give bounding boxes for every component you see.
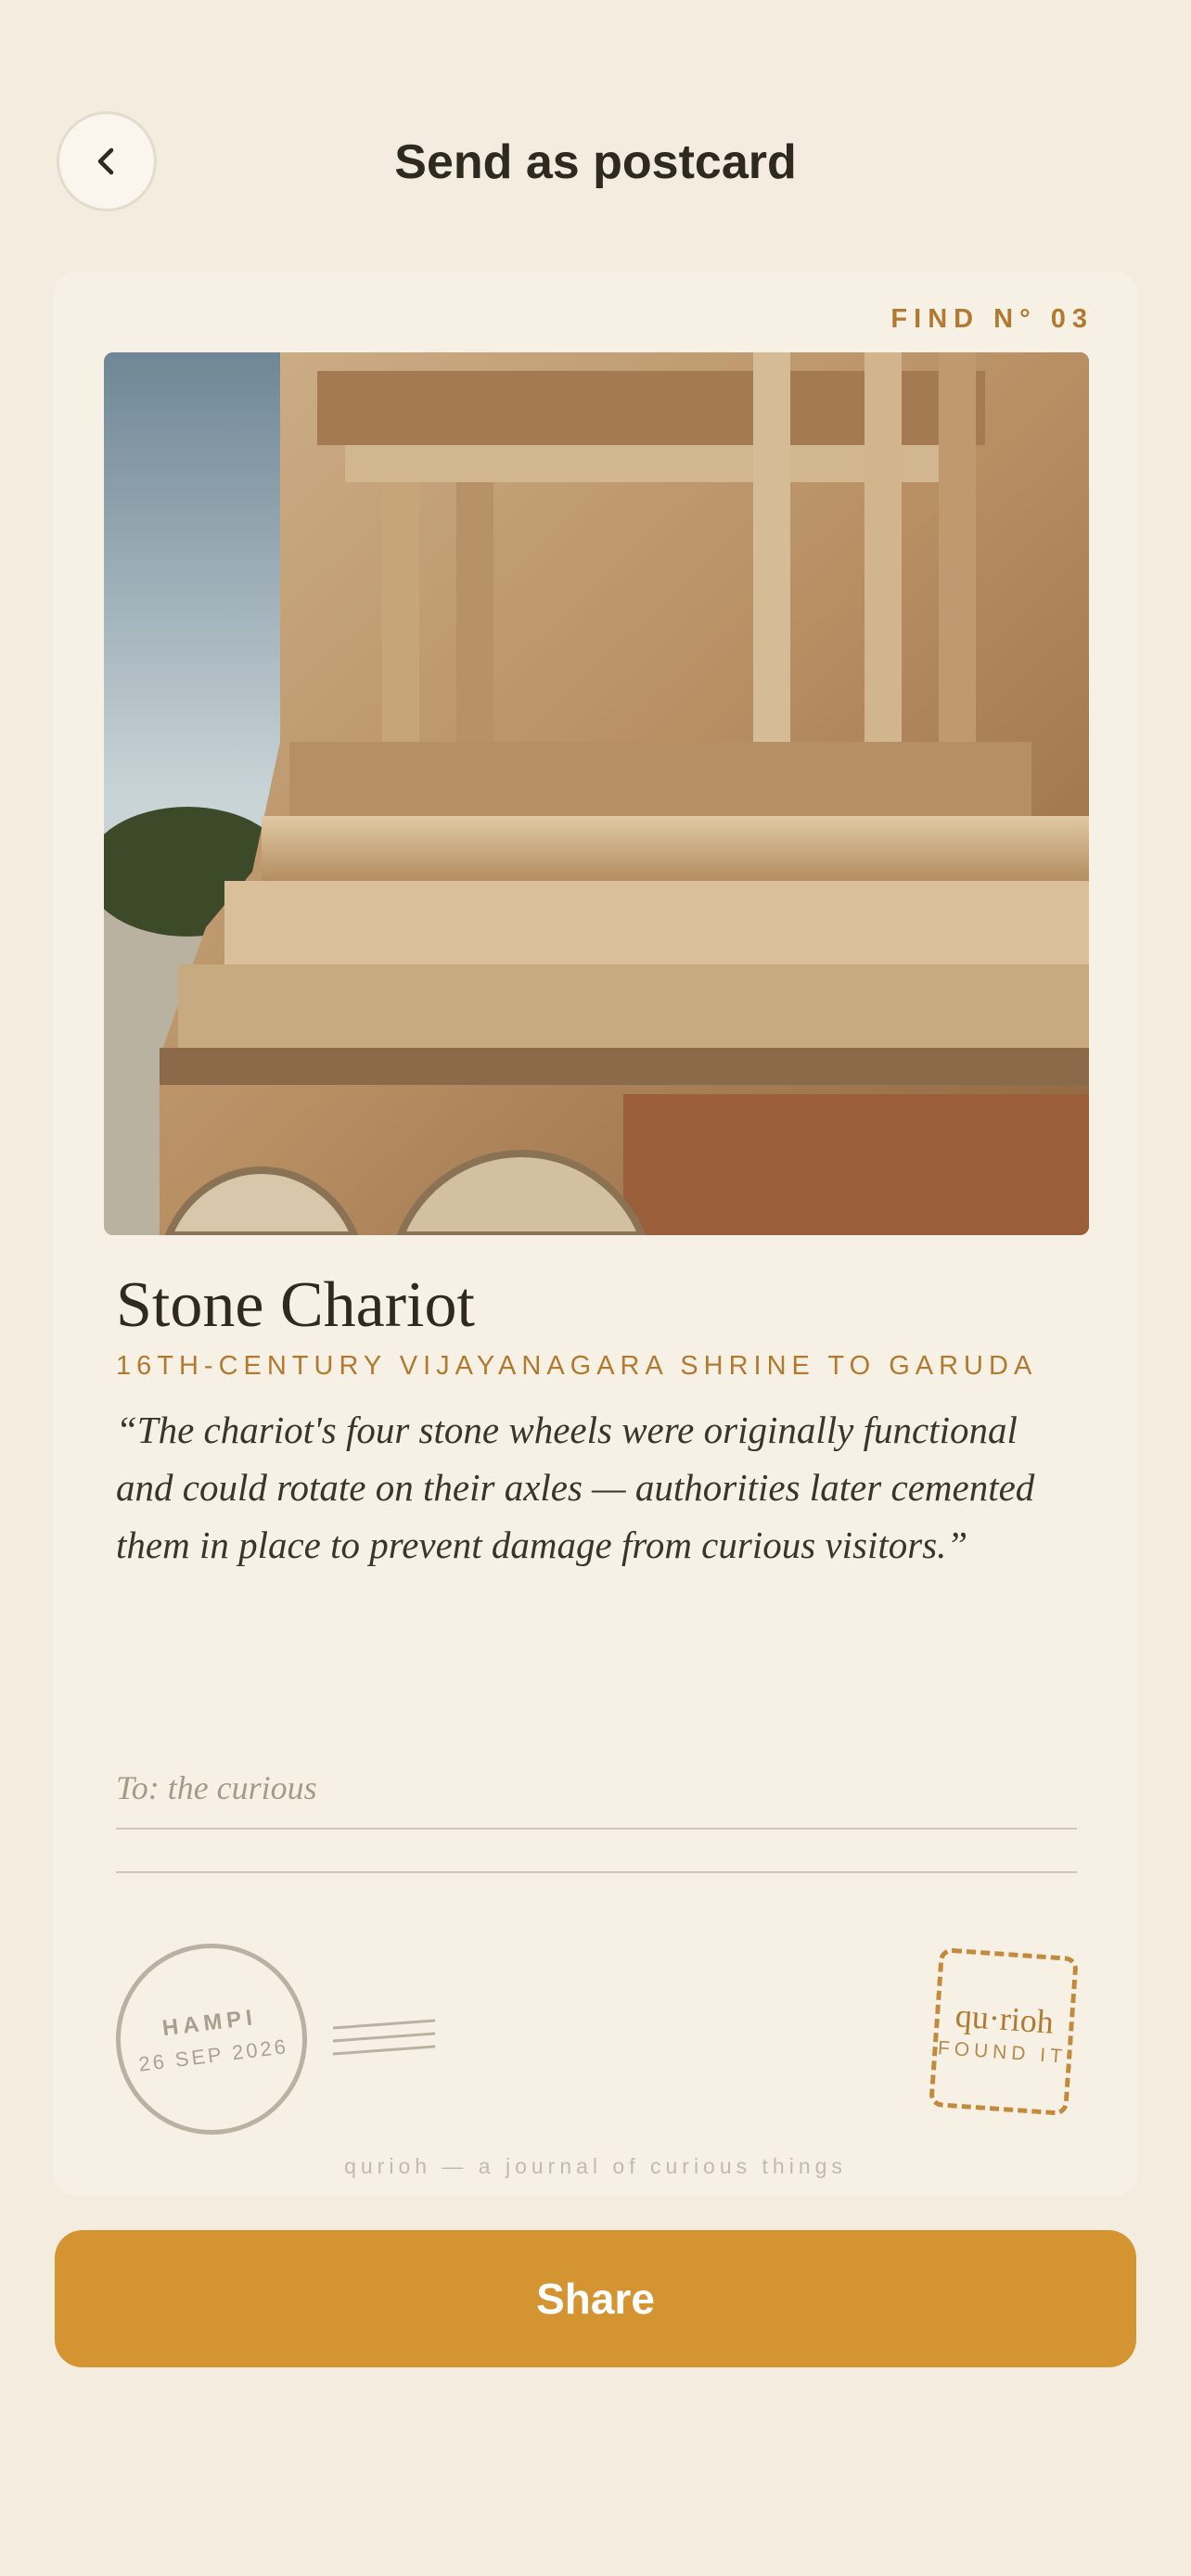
postmark-date: 26 SEP 2026 [137, 2034, 290, 2076]
find-number-label: FIND N° 03 [890, 304, 1094, 334]
stamp-brand: qu·rioh [954, 1996, 1056, 2041]
place-title: Stone Chariot [116, 1269, 475, 1341]
stone-chariot-photo [104, 352, 1089, 1235]
address-line [116, 1871, 1077, 1873]
recipient-field[interactable]: To: the curious [116, 1765, 1077, 1830]
postmark [105, 1932, 318, 2146]
place-subtitle: 16TH-CENTURY VIJAYANAGARA SHRINE TO GARUDA [116, 1351, 1038, 1381]
page-title: Send as postcard [394, 135, 797, 189]
share-button[interactable]: Share [55, 2230, 1136, 2367]
cancellation-lines [324, 2015, 444, 2071]
postage-stamp [928, 1947, 1079, 2116]
stamp-caption: FOUND IT [937, 2037, 1068, 2068]
postmark-place: HAMPI [160, 2004, 259, 2042]
postcard [53, 272, 1138, 2196]
fact-quote: “The chariot's four stone wheels were originally functional and could rotate on their axles — authorities later cemented them in place to prevent damage from curious visitors.” [116, 1409, 1035, 1566]
brand-tagline: qurioh — a journal of curious things [344, 2154, 847, 2178]
